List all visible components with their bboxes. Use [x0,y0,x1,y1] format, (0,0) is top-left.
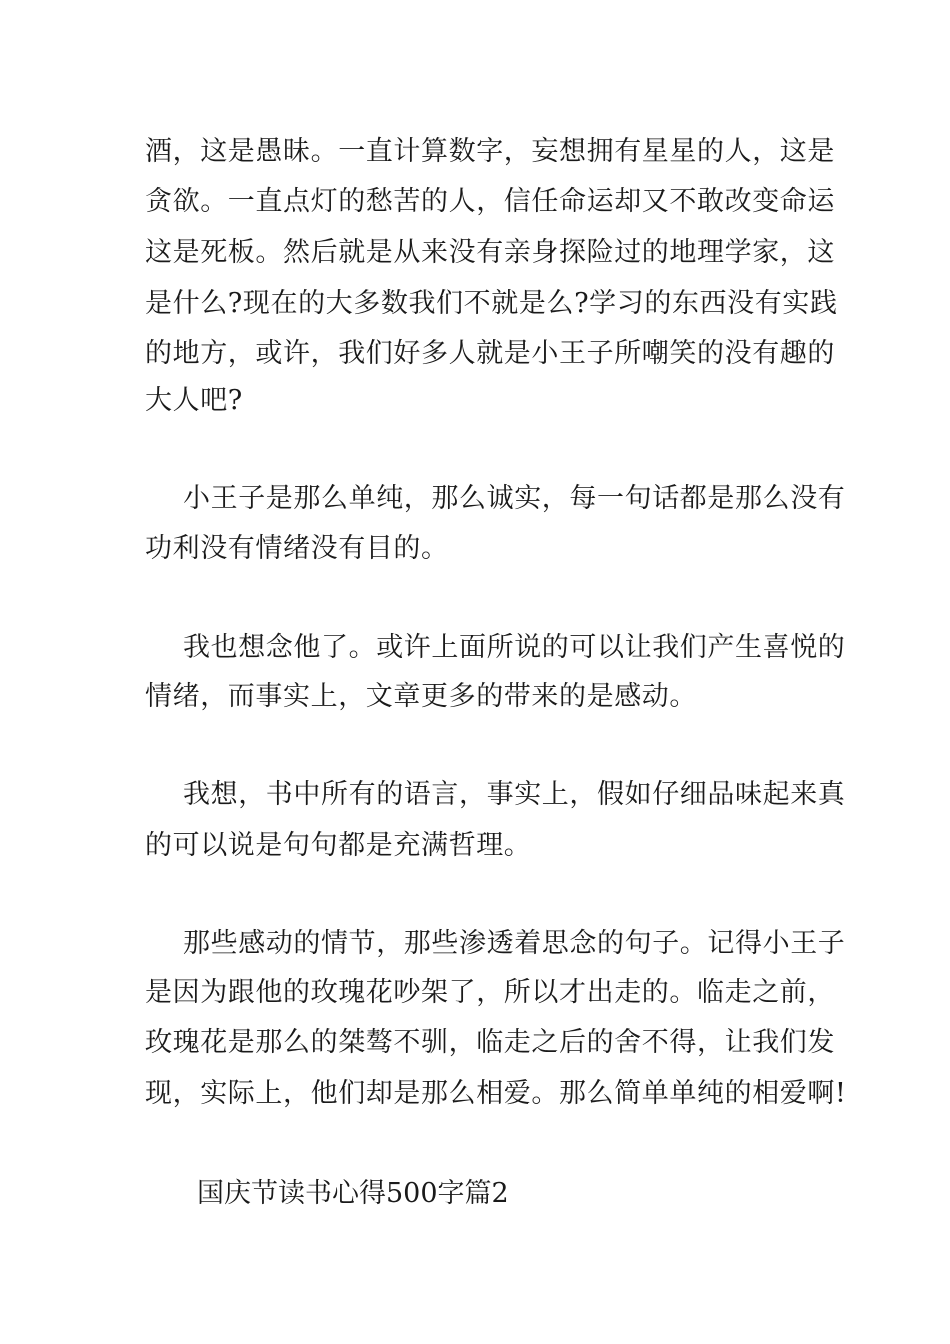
paragraph-4-line-1: 我想，书中所有的语言，事实上，假如仔细品味起来真 [183,779,846,810]
paragraph-1-line-4: 是什么?现在的大多数我们不就是么?学习的东西没有实践 [145,288,838,319]
paragraph-2-line-2: 功利没有情绪没有目的。 [145,533,449,564]
section-heading: 国庆节读书心得500字篇2 [197,1178,509,1209]
paragraph-2-line-1: 小王子是那么单纯，那么诚实，每一句话都是那么没有 [183,483,846,514]
paragraph-5-line-4: 现，实际上，他们却是那么相爱。那么简单单纯的相爱啊! [145,1078,847,1109]
paragraph-5-line-2: 是因为跟他的玫瑰花吵架了，所以才出走的。临走之前， [145,977,835,1008]
paragraph-3-line-1: 我也想念他了。或许上面所说的可以让我们产生喜悦的 [183,632,846,663]
paragraph-5-line-3: 玫瑰花是那么的桀骜不驯，临走之后的舍不得，让我们发 [145,1027,835,1058]
paragraph-5-line-1: 那些感动的情节，那些渗透着思念的句子。记得小王子 [183,928,846,959]
paragraph-1-line-6: 大人吧? [145,385,243,416]
paragraph-1-line-1: 酒，这是愚昧。一直计算数字，妄想拥有星星的人，这是 [145,136,835,167]
paragraph-4-line-2: 的可以说是句句都是充满哲理。 [145,830,532,861]
paragraph-3-line-2: 情绪，而事实上，文章更多的带来的是感动。 [145,681,697,712]
paragraph-1-line-2: 贪欲。一直点灯的愁苦的人，信任命运却又不敢改变命运 [145,186,835,217]
paragraph-1-line-5: 的地方，或许，我们好多人就是小王子所嘲笑的没有趣的 [145,338,835,369]
paragraph-1-line-3: 这是死板。然后就是从来没有亲身探险过的地理学家，这 [145,237,835,268]
